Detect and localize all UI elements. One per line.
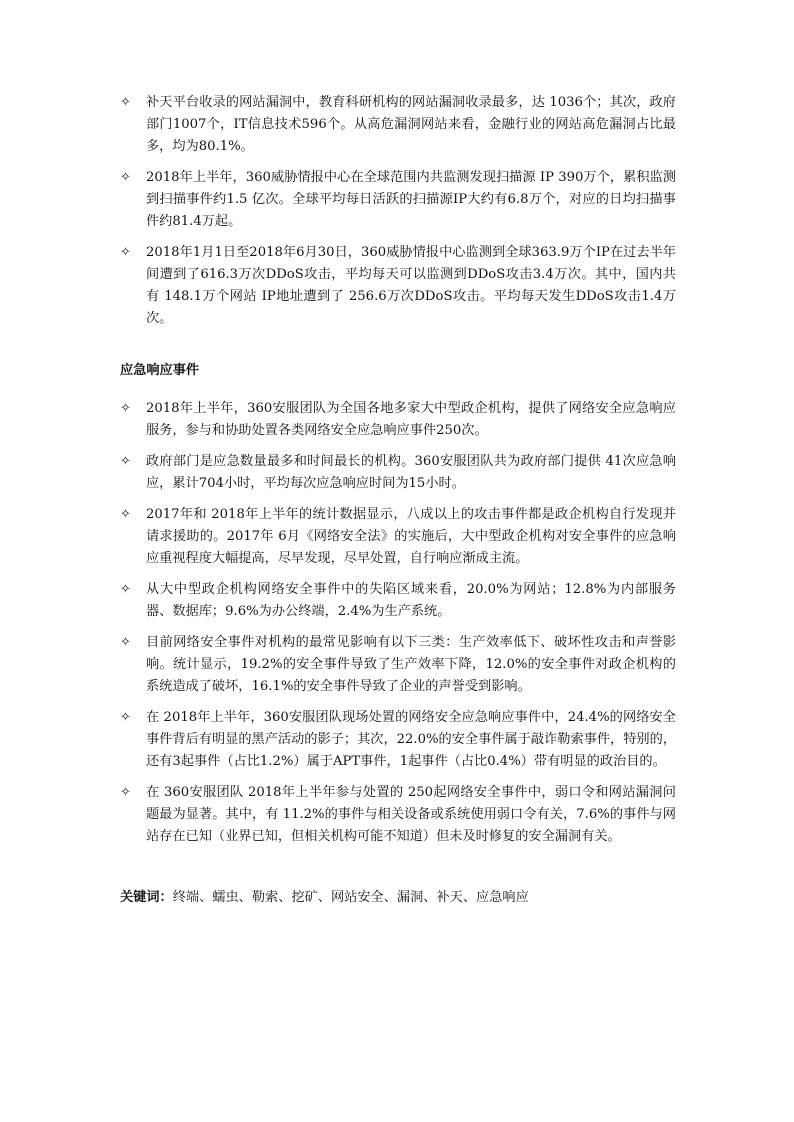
- bullet-text: 从大中型政企机构网络安全事件中的失陷区域来看，20.0%为网站；12.8%为内部服务器、数据库；9.6%为办公终端，2.4%为生产系统。: [146, 582, 676, 619]
- diamond-bullet-icon: ✧: [120, 170, 131, 185]
- bullet-text: 在 2018年上半年，360安服团队现场处置的网络安全应急响应事件中，24.4%的网络安全事件背后有明显的黑产活动的影子；其次，22.0%的安全事件属于敲诈勒索事件，特别的，还有3起事件（占比1.2%）属于APT事件，1起事件（占比0.4%）带有明显的政治目的。: [146, 710, 676, 769]
- bullet-text: 2018年上半年，360安服团队为全国各地多家大中型政企机构，提供了网络安全应急响应服务，参与和协助处置各类网络安全应急响应事件250次。: [146, 401, 676, 438]
- bullet-item: [120, 242, 676, 330]
- keywords-label: 关键词：: [120, 890, 173, 905]
- bullet-text: 补天平台收录的网站漏洞中，教育科研机构的网站漏洞收录最多，达 1036个；其次，政府部门1007个，IT信息技术596个。从高危漏洞网站来看，金融行业的网站高危漏洞占比最多，均为80.1%。: [146, 95, 676, 154]
- section-heading-emergency: 应急响应事件: [120, 363, 200, 378]
- diamond-bullet-icon: ✧: [120, 710, 131, 725]
- bullet-item: [120, 398, 676, 442]
- bullet-item: [120, 782, 676, 848]
- keywords-value: 终端、蠕虫、勒索、挖矿、网站安全、漏洞、补天、应急响应: [172, 890, 529, 905]
- bullet-text: 2018年1月1日至2018年6月30日，360威胁情报中心监测到全球363.9万个IP在过去半年间遭到了616.3万次DDoS攻击，平均每天可以监测到DDoS攻击3.4万次。其中，国内共有 148.1万个网站 IP地址遭到了 256.6万次DDoS攻击。平均每天发生DDoS攻击1.4万次。: [146, 245, 676, 326]
- bullet-item: [120, 632, 676, 698]
- diamond-bullet-icon: ✧: [120, 245, 131, 260]
- diamond-bullet-icon: ✧: [120, 582, 131, 597]
- diamond-bullet-icon: ✧: [120, 401, 131, 416]
- bullet-text: 2018年上半年，360威胁情报中心在全球范围内共监测发现扫描源 IP 390万个，累积监测到扫描事件约1.5 亿次。全球平均每日活跃的扫描源IP大约有6.8万个，对应的日均扫描事件约81.4万起。: [146, 170, 676, 229]
- bullet-item: [120, 579, 676, 623]
- bullet-text: 政府部门是应急数量最多和时间最长的机构。360安服团队共为政府部门提供 41次应急响应，累计704小时，平均每次应急响应时间为15小时。: [146, 454, 676, 491]
- bullet-text: 目前网络安全事件对机构的最常见影响有以下三类：生产效率低下、破坏性攻击和声誉影响。统计显示，19.2%的安全事件导致了生产效率下降，12.0%的安全事件对政企机构的系统造成了破坏，16.1%的安全事件导致了企业的声誉受到影响。: [146, 635, 676, 694]
- emergency-bullet-list: [120, 398, 676, 848]
- bullet-item: [120, 504, 676, 570]
- bullet-text: 2017年和 2018年上半年的统计数据显示，八成以上的攻击事件都是政企机构自行发现并请求援助的。2017年 6月《网络安全法》的实施后，大中型政企机构对安全事件的应急响应重视程度大幅提高，尽早发现，尽早处置，自行响应渐成主流。: [146, 507, 676, 566]
- bullet-text: 在 360安服团队 2018年上半年参与处置的 250起网络安全事件中，弱口令和网站漏洞问题最为显著。其中，有 11.2%的事件与相关设备或系统使用弱口令有关，7.6%的事件与网站存在已知（业界已知，但相关机构可能不知道）但未及时修复的安全漏洞有关。: [146, 785, 676, 844]
- diamond-bullet-icon: ✧: [120, 95, 131, 110]
- bullet-item: [120, 707, 676, 773]
- document-body: [120, 92, 676, 857]
- keywords-line: [120, 887, 529, 909]
- diamond-bullet-icon: ✧: [120, 635, 131, 650]
- bullet-item: [120, 92, 676, 158]
- diamond-bullet-icon: ✧: [120, 454, 131, 469]
- diamond-bullet-icon: ✧: [120, 785, 131, 800]
- bullet-item: [120, 451, 676, 495]
- summary-bullet-list: [120, 92, 676, 330]
- bullet-item: [120, 167, 676, 233]
- diamond-bullet-icon: ✧: [120, 507, 131, 522]
